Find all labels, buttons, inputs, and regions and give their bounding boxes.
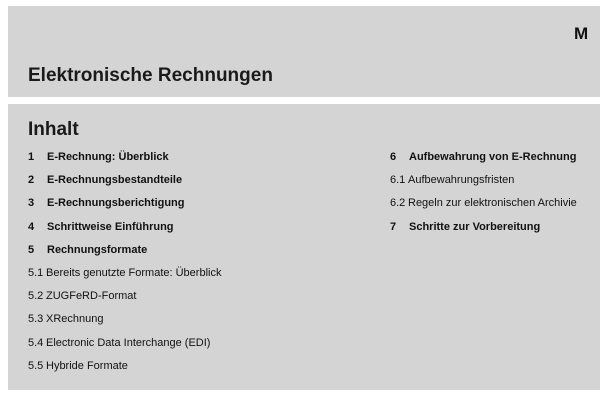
toc-entry-number: 5.5: [28, 359, 44, 372]
toc-entry-number: 6: [390, 151, 397, 163]
toc-entry-title: Electronic Data Interchange (EDI): [46, 336, 211, 349]
toc-column-right: [390, 150, 577, 243]
toc-entry-number: 6.2: [390, 197, 406, 210]
toc-entry-title: Rechnungsformate: [47, 243, 148, 256]
toc-entry-title: Aufbewahrungsfristen: [408, 174, 515, 187]
toc-entry-number: 7: [390, 220, 397, 233]
toc-entry[interactable]: [28, 289, 221, 312]
toc-entry[interactable]: [28, 312, 221, 335]
toc-entry-number: 3: [28, 197, 35, 210]
toc-column-left: [28, 150, 221, 382]
toc-entry-title: E-Rechnungsberichtigung: [47, 197, 185, 210]
toc-entry-number: 5.3: [28, 313, 44, 326]
toc-entry-number: 4: [28, 220, 35, 233]
toc-entry[interactable]: [28, 196, 221, 219]
toc-entry[interactable]: [28, 220, 221, 243]
toc-entry-title: Bereits genutzte Formate: Überblick: [46, 266, 222, 279]
toc-entry-title: XRechnung: [46, 313, 104, 326]
toc-entry-number: 1: [28, 151, 35, 163]
toc-entry[interactable]: [28, 150, 221, 173]
toc-entry-title: ZUGFeRD-Format: [46, 290, 137, 303]
toc-entry[interactable]: [390, 220, 577, 243]
toc-entry-number: 5.4: [28, 336, 44, 349]
toc-entry[interactable]: [28, 173, 221, 196]
document-title: Elektronische Rechnungen: [28, 65, 273, 86]
toc-entry-title: E-Rechnungsbestandteile: [47, 174, 183, 187]
toc-entry-number: 6.1: [390, 174, 406, 187]
toc-entry-number: 5: [28, 243, 35, 256]
toc-entry[interactable]: [390, 150, 577, 173]
toc-entry[interactable]: [390, 173, 577, 196]
toc-entry-title: Regeln zur elektronischen Archivie: [408, 197, 577, 210]
toc-entry-title: E-Rechnung: Überblick: [47, 151, 169, 163]
toc-entry-number: 5.1: [28, 266, 44, 279]
toc-entry-title: Schritte zur Vorbereitung: [409, 220, 541, 233]
toc-entry-title: Aufbewahrung von E-Rechnung: [409, 151, 577, 163]
toc-heading: Inhalt: [28, 119, 79, 140]
header-letter: M: [574, 24, 589, 43]
toc-entry[interactable]: [28, 336, 221, 359]
toc-entry-title: Schrittweise Einführung: [47, 220, 174, 233]
toc-entry-title: Hybride Formate: [46, 359, 128, 372]
toc-entry-number: 2: [28, 174, 35, 187]
toc-entry[interactable]: [28, 243, 221, 266]
toc-entry[interactable]: [28, 266, 221, 289]
toc-entry-number: 5.2: [28, 290, 44, 303]
toc-entry[interactable]: [28, 359, 221, 382]
toc-entry[interactable]: [390, 196, 577, 219]
